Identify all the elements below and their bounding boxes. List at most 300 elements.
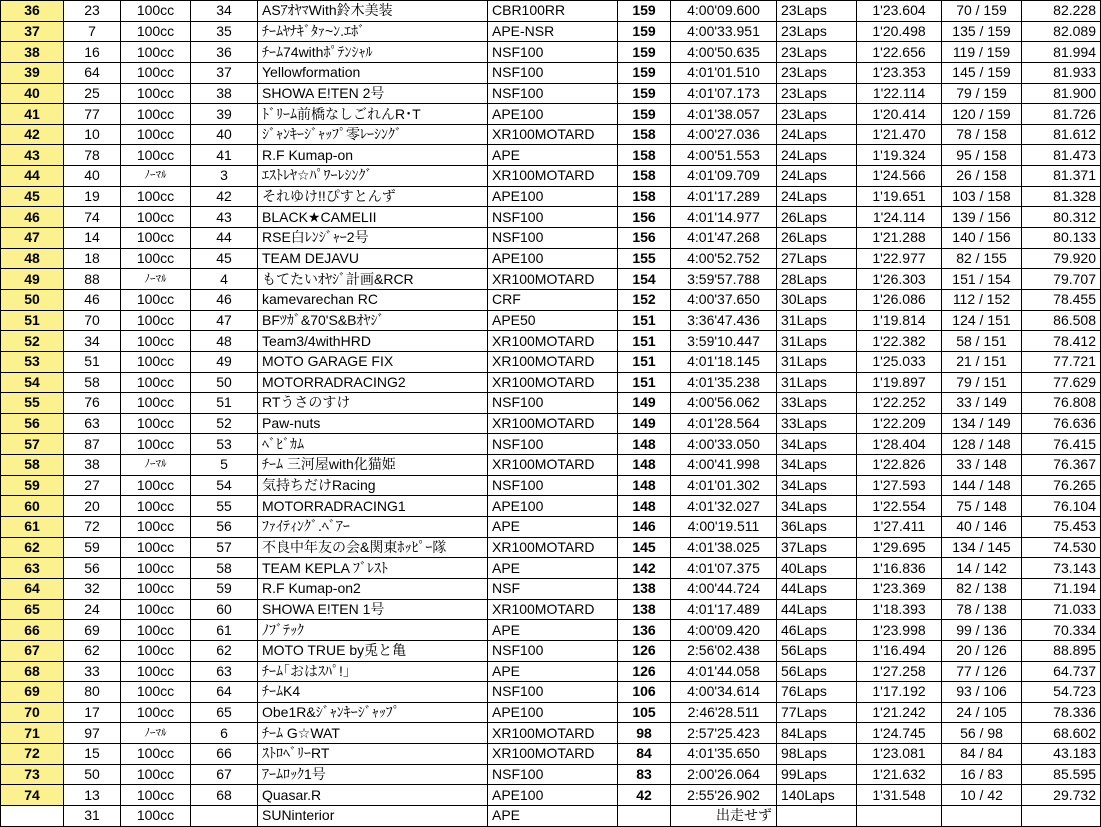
machine-cell: XR100MOTARD [488,269,618,290]
table-row [1,764,1101,785]
gap-cell [777,805,857,826]
total-time-cell: 2:57'25.423 [671,723,777,744]
class-cell: 100cc [121,517,191,538]
entry-number-cell: 15 [64,744,121,765]
position-cell: 60 [1,496,64,517]
best-lap-cell: 1'22.252 [857,393,942,414]
best-lap-cell: 1'26.086 [857,289,942,310]
total-time-cell: 4:00'19.511 [671,517,777,538]
position-cell: 65 [1,599,64,620]
table-row [1,186,1101,207]
laps-cell: 138 [618,578,671,599]
position-cell: 67 [1,640,64,661]
table-row [1,310,1101,331]
best-lap-number-cell: 93 / 106 [942,682,1022,703]
gap-cell: 46Laps [777,620,857,641]
best-lap-number-cell: 139 / 156 [942,207,1022,228]
entry-number-cell: 76 [64,393,121,414]
class-cell: ﾉｰﾏﾙ [121,455,191,476]
best-lap-number-cell: 120 / 159 [942,104,1022,125]
machine-cell: XR100MOTARD [488,744,618,765]
best-lap-number-cell: 82 / 138 [942,578,1022,599]
best-lap-number-cell: 124 / 151 [942,310,1022,331]
laps-cell: 148 [618,455,671,476]
position-cell: 45 [1,186,64,207]
gap-cell: 31Laps [777,372,857,393]
laps-cell: 158 [618,186,671,207]
position-cell: 68 [1,661,64,682]
total-time-cell: 2:55'26.902 [671,785,777,806]
class-position-cell: 40 [191,124,258,145]
gap-cell: 99Laps [777,764,857,785]
gap-cell: 33Laps [777,393,857,414]
position-cell: 74 [1,785,64,806]
table-row [1,42,1101,63]
gap-cell: 44Laps [777,578,857,599]
entry-number-cell: 33 [64,661,121,682]
position-cell: 41 [1,104,64,125]
table-row [1,702,1101,723]
best-lap-cell: 1'21.288 [857,228,942,249]
best-lap-number-cell: 24 / 105 [942,702,1022,723]
position-cell: 42 [1,124,64,145]
entry-number-cell: 78 [64,145,121,166]
gap-cell: 26Laps [777,207,857,228]
average-speed-cell: 77.721 [1022,351,1101,372]
class-cell: 100cc [121,186,191,207]
class-cell: 100cc [121,620,191,641]
machine-cell: XR100MOTARD [488,723,618,744]
entry-number-cell: 59 [64,537,121,558]
class-position-cell: 36 [191,42,258,63]
gap-cell: 44Laps [777,599,857,620]
team-name-cell: R.F Kumap-on2 [258,578,488,599]
laps-cell: 151 [618,351,671,372]
best-lap-cell: 1'24.745 [857,723,942,744]
total-time-cell: 4:01'17.489 [671,599,777,620]
table-row [1,599,1101,620]
total-time-cell: 4:00'37.650 [671,289,777,310]
machine-cell: APE [488,517,618,538]
team-name-cell: ASｱｵﾔﾏWith鈴木美装 [258,1,488,22]
total-time-cell: 4:01'35.238 [671,372,777,393]
class-position-cell: 5 [191,455,258,476]
table-row [1,331,1101,352]
class-cell: ﾉｰﾏﾙ [121,269,191,290]
best-lap-cell: 1'22.209 [857,413,942,434]
laps-cell: 145 [618,537,671,558]
laps-cell: 138 [618,599,671,620]
table-row [1,455,1101,476]
team-name-cell: ﾁｰﾑ74withﾎﾟﾃﾝｼｬﾙ [258,42,488,63]
laps-cell: 148 [618,496,671,517]
gap-cell: 36Laps [777,517,857,538]
average-speed-cell: 76.636 [1022,413,1101,434]
class-cell: 100cc [121,599,191,620]
best-lap-number-cell: 112 / 152 [942,289,1022,310]
machine-cell: CRF [488,289,618,310]
team-name-cell: MOTORRADRACING2 [258,372,488,393]
total-time-cell: 3:36'47.436 [671,310,777,331]
best-lap-cell: 1'23.369 [857,578,942,599]
gap-cell: 84Laps [777,723,857,744]
best-lap-cell [857,805,942,826]
best-lap-number-cell: 20 / 126 [942,640,1022,661]
total-time-cell: 2:00'26.064 [671,764,777,785]
table-row [1,269,1101,290]
class-position-cell: 42 [191,186,258,207]
class-position-cell: 61 [191,620,258,641]
machine-cell: XR100MOTARD [488,455,618,476]
best-lap-number-cell: 75 / 148 [942,496,1022,517]
class-cell: ﾉｰﾏﾙ [121,723,191,744]
results-body [1,1,1101,827]
laps-cell [618,805,671,826]
class-cell: 100cc [121,1,191,22]
laps-cell: 156 [618,228,671,249]
best-lap-cell: 1'29.695 [857,537,942,558]
best-lap-number-cell: 10 / 42 [942,785,1022,806]
gap-cell: 30Laps [777,289,857,310]
table-row [1,289,1101,310]
table-row [1,372,1101,393]
position-cell: 44 [1,166,64,187]
laps-cell: 148 [618,475,671,496]
best-lap-cell: 1'22.382 [857,331,942,352]
gap-cell: 31Laps [777,331,857,352]
machine-cell: NSF100 [488,393,618,414]
laps-cell: 159 [618,62,671,83]
machine-cell: XR100MOTARD [488,166,618,187]
gap-cell: 98Laps [777,744,857,765]
machine-cell: APE [488,805,618,826]
machine-cell: APE100 [488,186,618,207]
class-cell: 100cc [121,661,191,682]
position-cell: 73 [1,764,64,785]
class-position-cell: 44 [191,228,258,249]
gap-cell: 34Laps [777,496,857,517]
team-name-cell: ｱｰﾑﾛｯｸ1号 [258,764,488,785]
machine-cell: NSF100 [488,475,618,496]
laps-cell: 158 [618,166,671,187]
laps-cell: 155 [618,248,671,269]
best-lap-number-cell: 95 / 158 [942,145,1022,166]
machine-cell: NSF100 [488,228,618,249]
position-cell: 62 [1,537,64,558]
position-cell: 39 [1,62,64,83]
best-lap-cell: 1'19.324 [857,145,942,166]
gap-cell: 23Laps [777,21,857,42]
class-cell: ﾉｰﾏﾙ [121,166,191,187]
entry-number-cell: 31 [64,805,121,826]
table-row [1,207,1101,228]
total-time-cell: 4:00'09.420 [671,620,777,641]
team-name-cell: BFﾂｶﾞ&70'S&Bｵﾔｼﾞ [258,310,488,331]
best-lap-cell: 1'27.411 [857,517,942,538]
best-lap-cell: 1'19.897 [857,372,942,393]
team-name-cell: RTうさのすけ [258,393,488,414]
laps-cell: 151 [618,372,671,393]
table-row [1,62,1101,83]
total-time-cell: 2:56'02.438 [671,640,777,661]
average-speed-cell: 78.336 [1022,702,1101,723]
best-lap-number-cell: 70 / 159 [942,1,1022,22]
position-cell: 46 [1,207,64,228]
best-lap-cell: 1'20.414 [857,104,942,125]
machine-cell: APE100 [488,496,618,517]
position-cell: 71 [1,723,64,744]
entry-number-cell: 46 [64,289,121,310]
gap-cell: 23Laps [777,62,857,83]
average-speed-cell: 76.808 [1022,393,1101,414]
laps-cell: 146 [618,517,671,538]
table-row [1,413,1101,434]
team-name-cell: SHOWA E!TEN 2号 [258,83,488,104]
class-position-cell: 64 [191,682,258,703]
position-cell: 56 [1,413,64,434]
average-speed-cell: 81.726 [1022,104,1101,125]
team-name-cell: ﾄﾞﾘｰﾑ前橋なしごれんR･T [258,104,488,125]
entry-number-cell: 25 [64,83,121,104]
entry-number-cell: 7 [64,21,121,42]
class-cell: 100cc [121,207,191,228]
position-cell: 58 [1,455,64,476]
table-row [1,620,1101,641]
best-lap-cell: 1'19.814 [857,310,942,331]
class-position-cell: 63 [191,661,258,682]
average-speed-cell: 71.194 [1022,578,1101,599]
best-lap-number-cell: 26 / 158 [942,166,1022,187]
entry-number-cell: 87 [64,434,121,455]
laps-cell: 158 [618,145,671,166]
class-position-cell [191,805,258,826]
team-name-cell: SUNinterior [258,805,488,826]
class-position-cell: 43 [191,207,258,228]
class-position-cell: 45 [191,248,258,269]
best-lap-number-cell: 84 / 84 [942,744,1022,765]
gap-cell: 28Laps [777,269,857,290]
gap-cell: 33Laps [777,413,857,434]
machine-cell: NSF [488,578,618,599]
table-row [1,805,1101,826]
gap-cell: 77Laps [777,702,857,723]
laps-cell: 105 [618,702,671,723]
laps-cell: 159 [618,1,671,22]
machine-cell: APE50 [488,310,618,331]
table-row [1,351,1101,372]
total-time-cell: 4:01'32.027 [671,496,777,517]
total-time-cell: 出走せず [671,805,777,826]
machine-cell: XR100MOTARD [488,351,618,372]
table-row [1,537,1101,558]
team-name-cell: TEAM DEJAVU [258,248,488,269]
gap-cell: 26Laps [777,228,857,249]
entry-number-cell: 69 [64,620,121,641]
class-cell: 100cc [121,104,191,125]
average-speed-cell: 64.737 [1022,661,1101,682]
class-cell: 100cc [121,785,191,806]
total-time-cell: 4:01'28.564 [671,413,777,434]
class-cell: 100cc [121,744,191,765]
team-name-cell: ﾍﾞﾋﾞｶﾑ [258,434,488,455]
best-lap-cell: 1'23.998 [857,620,942,641]
machine-cell: APE100 [488,785,618,806]
best-lap-number-cell: 77 / 126 [942,661,1022,682]
class-cell: 100cc [121,124,191,145]
table-row [1,661,1101,682]
class-position-cell: 39 [191,104,258,125]
gap-cell: 34Laps [777,434,857,455]
total-time-cell: 4:01'01.510 [671,62,777,83]
team-name-cell: それゆけ!!ぴすとんず [258,186,488,207]
gap-cell: 56Laps [777,640,857,661]
best-lap-number-cell: 79 / 159 [942,83,1022,104]
gap-cell: 24Laps [777,145,857,166]
average-speed-cell: 78.412 [1022,331,1101,352]
machine-cell: APE100 [488,104,618,125]
best-lap-cell: 1'21.242 [857,702,942,723]
total-time-cell: 4:01'35.650 [671,744,777,765]
entry-number-cell: 80 [64,682,121,703]
laps-cell: 158 [618,124,671,145]
entry-number-cell: 16 [64,42,121,63]
total-time-cell: 4:01'17.289 [671,186,777,207]
table-row [1,21,1101,42]
class-position-cell: 62 [191,640,258,661]
class-position-cell: 34 [191,1,258,22]
team-name-cell: ﾁｰﾑ G☆WAT [258,723,488,744]
average-speed-cell: 71.033 [1022,599,1101,620]
team-name-cell: ﾁｰﾑﾔﾅｷﾞﾀｧ~ﾝ.ｴﾎﾞ [258,21,488,42]
best-lap-number-cell: 128 / 148 [942,434,1022,455]
class-position-cell: 3 [191,166,258,187]
machine-cell: NSF100 [488,207,618,228]
best-lap-number-cell: 14 / 142 [942,558,1022,579]
machine-cell: XR100MOTARD [488,124,618,145]
best-lap-cell: 1'24.114 [857,207,942,228]
machine-cell: XR100MOTARD [488,537,618,558]
entry-number-cell: 13 [64,785,121,806]
machine-cell: APE [488,558,618,579]
class-cell: 100cc [121,558,191,579]
average-speed-cell: 85.595 [1022,764,1101,785]
team-name-cell: TEAM KEPLA ﾌﾞﾚｽﾄ [258,558,488,579]
best-lap-number-cell: 144 / 148 [942,475,1022,496]
average-speed-cell: 79.707 [1022,269,1101,290]
best-lap-number-cell: 33 / 149 [942,393,1022,414]
class-cell: 100cc [121,351,191,372]
average-speed-cell: 75.453 [1022,517,1101,538]
class-cell: 100cc [121,331,191,352]
best-lap-cell: 1'23.604 [857,1,942,22]
class-cell: 100cc [121,537,191,558]
best-lap-number-cell: 56 / 98 [942,723,1022,744]
table-row [1,434,1101,455]
best-lap-number-cell: 78 / 138 [942,599,1022,620]
best-lap-cell: 1'22.554 [857,496,942,517]
position-cell: 51 [1,310,64,331]
class-cell: 100cc [121,21,191,42]
total-time-cell: 4:00'09.600 [671,1,777,22]
table-row [1,723,1101,744]
best-lap-number-cell: 40 / 146 [942,517,1022,538]
total-time-cell: 3:59'57.788 [671,269,777,290]
position-cell: 63 [1,558,64,579]
laps-cell: 83 [618,764,671,785]
average-speed-cell: 54.723 [1022,682,1101,703]
position-cell: 48 [1,248,64,269]
best-lap-cell: 1'28.404 [857,434,942,455]
position-cell: 38 [1,42,64,63]
best-lap-number-cell: 33 / 148 [942,455,1022,476]
class-cell: 100cc [121,434,191,455]
laps-cell: 98 [618,723,671,744]
total-time-cell: 4:00'50.635 [671,42,777,63]
position-cell: 50 [1,289,64,310]
gap-cell: 34Laps [777,475,857,496]
entry-number-cell: 70 [64,310,121,331]
average-speed-cell: 78.455 [1022,289,1101,310]
total-time-cell: 4:01'07.375 [671,558,777,579]
laps-cell: 159 [618,83,671,104]
gap-cell: 76Laps [777,682,857,703]
position-cell: 36 [1,1,64,22]
laps-cell: 149 [618,413,671,434]
entry-number-cell: 27 [64,475,121,496]
class-cell: 100cc [121,228,191,249]
team-name-cell: MOTORRADRACING1 [258,496,488,517]
total-time-cell: 4:01'47.268 [671,228,777,249]
team-name-cell: SHOWA E!TEN 1号 [258,599,488,620]
team-name-cell: もてたいｵﾔｼﾞ計画&RCR [258,269,488,290]
laps-cell: 159 [618,21,671,42]
team-name-cell: BLACK★CAMELII [258,207,488,228]
position-cell: 66 [1,620,64,641]
gap-cell: 23Laps [777,42,857,63]
position-cell: 69 [1,682,64,703]
entry-number-cell: 88 [64,269,121,290]
gap-cell: 24Laps [777,124,857,145]
entry-number-cell: 77 [64,104,121,125]
team-name-cell: 不良中年友の会&関東ﾎｯﾋﾟｰ隊 [258,537,488,558]
average-speed-cell: 77.629 [1022,372,1101,393]
table-row [1,1,1101,22]
entry-number-cell: 63 [64,413,121,434]
best-lap-number-cell: 119 / 159 [942,42,1022,63]
class-position-cell: 49 [191,351,258,372]
best-lap-number-cell: 58 / 151 [942,331,1022,352]
position-cell: 72 [1,744,64,765]
best-lap-cell: 1'23.081 [857,744,942,765]
team-name-cell: ｼﾞｬﾝｷｰｼﾞｬｯﾌﾟ零ﾚｰｼﾝｸﾞ [258,124,488,145]
total-time-cell: 4:00'52.752 [671,248,777,269]
best-lap-cell: 1'16.836 [857,558,942,579]
machine-cell: XR100MOTARD [488,599,618,620]
team-name-cell: R.F Kumap-on [258,145,488,166]
class-position-cell: 56 [191,517,258,538]
entry-number-cell: 34 [64,331,121,352]
machine-cell: NSF100 [488,640,618,661]
average-speed-cell: 76.415 [1022,434,1101,455]
class-position-cell: 52 [191,413,258,434]
total-time-cell: 4:00'51.553 [671,145,777,166]
gap-cell: 24Laps [777,166,857,187]
table-row [1,496,1101,517]
class-position-cell: 41 [191,145,258,166]
total-time-cell: 2:46'28.511 [671,702,777,723]
average-speed-cell: 82.089 [1022,21,1101,42]
gap-cell: 31Laps [777,351,857,372]
